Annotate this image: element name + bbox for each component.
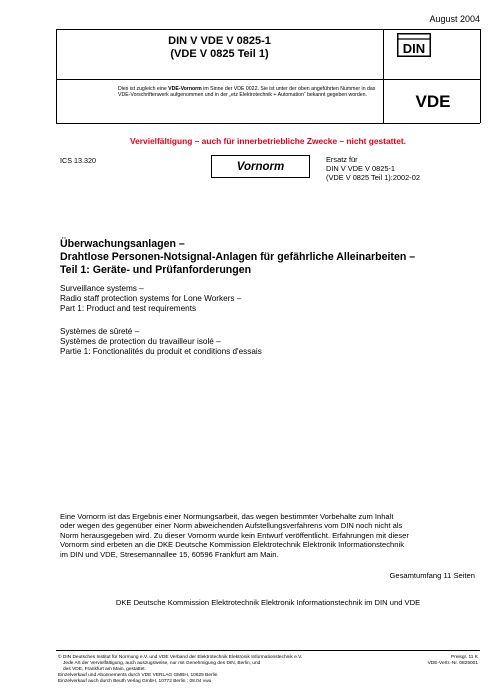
title-german-line: Teil 1: Geräte- und Prüfanforderungen bbox=[60, 264, 252, 276]
vde-logo bbox=[393, 92, 473, 110]
description-line: oder wegen des gegenüber einer Norm abweichenden Aufstellungsverfahrens vom DIN noch nicht als bbox=[60, 521, 403, 531]
footer-line: des VDE, Frankfurt am Main, gestattet. bbox=[63, 667, 146, 673]
vde-notice-rest: im Sinne der VDE 0022. Sie ist unter der oben angeführten Nummer in das VDE-Vorschriftenwerk aufgenommen und in der „etz Elektrotechnik + Automation“ bekannt gegeben worden. bbox=[118, 86, 376, 99]
title-german bbox=[60, 238, 480, 277]
footer-line: Jede Art der Vervielfältigung, auch auszugsweise, nur mit Genehmigung des DIN, Berlin, und bbox=[63, 661, 261, 667]
header-bottom-rule bbox=[56, 123, 480, 124]
description-line: Eine Vornorm ist das Ergebnis einer Normungsarbeit, das wegen bestimmter Vorbehalte zum Inhalt bbox=[60, 512, 394, 521]
title-french-line: Systèmes de protection du travailleur isolé – bbox=[60, 337, 221, 347]
title-german-line: Drahtlose Personen-Notsignal-Anlagen für gefährliche Alleinarbeiten – bbox=[60, 251, 416, 263]
title-french-line: Systèmes de sûreté – bbox=[60, 327, 140, 336]
din-logo bbox=[397, 33, 431, 57]
title-english-line: Radio staff protection systems for Lone Workers – bbox=[60, 294, 242, 304]
document-number-primary: DIN V VDE V 0825-1 bbox=[168, 35, 271, 47]
description-line: im DIN und VDE, Stresemannallee 15, 60596 Frankfurt am Main. bbox=[60, 549, 279, 559]
total-pages: Gesamtumfang 11 Seiten bbox=[389, 571, 475, 580]
replacement-line: (VDE V 0825 Teil 1):2002-02 bbox=[326, 173, 420, 183]
document-number-secondary: (VDE V 0825 Teil 1) bbox=[170, 48, 269, 60]
header-middle-rule bbox=[56, 79, 480, 80]
committee-name: DKE Deutsche Kommission Elektrotechnik Elektronik Informationstechnik im DIN und VDE bbox=[115, 598, 421, 607]
din-logo-text: DIN bbox=[402, 41, 426, 56]
vde-notice-emphasis: VDE-Vornorm bbox=[168, 86, 202, 92]
vornorm-description bbox=[60, 512, 480, 559]
price-group: Preisgr. 11 K bbox=[450, 655, 478, 660]
title-english-line: Part 1: Product and test requirements bbox=[60, 304, 197, 314]
title-french-line: Partie 1: Fonctionalités du produit et conditions d'essais bbox=[60, 347, 262, 357]
footer-rule bbox=[56, 650, 480, 651]
reproduction-warning: Vervielfältigung – auch für innerbetriebliche Zwecke – nicht gestattet. bbox=[130, 136, 406, 146]
description-line: Norm herausgegeben wird. Zu dieser Vornorm wurde kein Entwurf veröffentlicht. Erfahrungen mit dieser bbox=[60, 530, 409, 540]
header-right-border bbox=[480, 29, 481, 123]
header-logo-divider bbox=[383, 29, 384, 123]
vornorm-label: Vornorm bbox=[211, 155, 310, 178]
title-english bbox=[60, 284, 480, 315]
vde-order-number: VDE-Vertr.-Nr. 0825001 bbox=[427, 661, 478, 667]
header-top-rule bbox=[56, 29, 480, 30]
vde-logo-text: VDE bbox=[415, 92, 451, 110]
footer-line: Einzelverkauf und Abonnements durch VDE VERLAG GMBH, 10625 Berlin bbox=[58, 673, 218, 679]
title-english-line: Surveillance systems – bbox=[60, 284, 144, 293]
price-info bbox=[428, 655, 478, 667]
publication-date: August 2004 bbox=[429, 14, 480, 24]
footer-line: © DIN Deutsches Institut für Normung e.V. und VDE Verband der Elektrotechnik Elektronik Informationstechnik e.V. bbox=[58, 655, 303, 660]
title-german-line: Überwachungsanlagen – bbox=[60, 238, 185, 250]
replacement-line: Ersatz für bbox=[326, 155, 358, 164]
vde-notice bbox=[118, 86, 380, 99]
ics-code: ICS 13.320 bbox=[60, 156, 96, 165]
copyright-footer bbox=[58, 655, 388, 685]
title-french bbox=[60, 327, 480, 358]
vde-notice-prefix: Dies ist zugleich eine bbox=[118, 86, 169, 92]
document-number bbox=[56, 35, 383, 61]
footer-line: Einzelverkauf auch durch Beuth Verlag GmbH, 10772 Berlin : 08.04 vwu bbox=[58, 679, 212, 685]
replacement-info bbox=[326, 155, 420, 183]
replacement-line: DIN V VDE V 0825-1 bbox=[326, 164, 396, 174]
description-line: Vornorm sind erbeten an die DKE Deutsche Kommission Elektrotechnik Elektronik Informationstechnik bbox=[60, 540, 404, 550]
